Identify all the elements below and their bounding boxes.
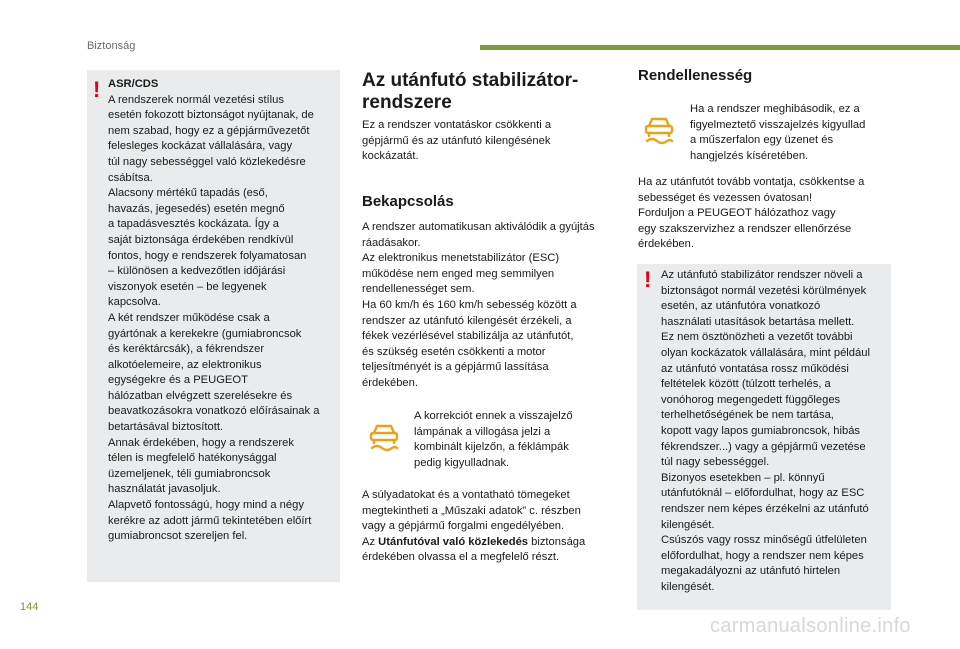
page-title — [362, 70, 622, 114]
warning-line: saját biztonsága érdekében rendkívül — [108, 233, 294, 246]
warning-line: üzemeljenek, téli gumiabroncsok — [108, 467, 271, 480]
text-line: vagy a gépjármű forgalmi engedélyében. — [362, 520, 565, 533]
warning-line: Alapvető fontosságú, hogy mind a négy — [108, 499, 304, 512]
warning-line: betartásával biztosított. — [108, 421, 224, 434]
warning-line: A rendszerek normál vezetési stílus — [108, 93, 284, 106]
text-line: ráadásakor. — [362, 236, 421, 249]
text-fragment: Az — [362, 535, 379, 548]
warning-line: – különösen a kedvezőtlen időjárási — [108, 265, 286, 278]
warning-line: Annak érdekében, hogy a rendszerek — [108, 436, 294, 449]
warning-line: fékrendszer...) vagy a gépjármű vezetése — [661, 440, 866, 453]
warning-line: kilengését. — [661, 518, 715, 531]
text-fragment: biztonsága — [528, 535, 586, 548]
text-line: fékek vezérlésével stabilizálja az utánfutót, — [362, 330, 574, 343]
text-line: gépjármű és az utánfutó kilengésének — [362, 134, 551, 147]
trailer-warning-text — [661, 268, 889, 595]
trailer-stability-warning-icon — [366, 418, 402, 452]
text-line: Forduljon a PEUGEOT hálózathoz vagy — [638, 207, 836, 220]
text-line: érdekében. — [362, 376, 418, 389]
warning-line: egységekre és a PEUGEOT — [108, 374, 248, 387]
warning-line: havazás, jegesedés) esetén megnő — [108, 202, 285, 215]
warning-line: kopott vagy lapos gumiabroncsok, hibás — [661, 424, 861, 437]
trailer-warning-box — [637, 264, 891, 610]
weight-paragraph — [362, 488, 624, 566]
text-line: működése nem enged meg semmilyen — [362, 267, 555, 280]
cross-reference-link[interactable]: Utánfutóval való közlekedés — [378, 535, 529, 548]
warning-line: rendszer nem képes érzékelni az utánfutó — [661, 502, 869, 515]
text-line: rendszer az utánfutó kilengését érzékeli, a — [362, 314, 572, 327]
asr-cds-warning-box — [87, 70, 340, 582]
asr-cds-warning-text — [108, 77, 340, 545]
lamp-note — [414, 409, 624, 471]
warning-line: olyan kockázatok vállalására, mint például — [661, 346, 870, 359]
exclamation-mark-icon: ! — [93, 77, 101, 102]
watermark: carmanualsonline.info — [710, 615, 911, 637]
advice-paragraph — [638, 175, 900, 253]
warning-line: Az utánfutó stabilizátor rendszer növeli a — [661, 269, 863, 281]
warning-line: kapcsolva. — [108, 296, 161, 309]
text-line: Ez a rendszer vontatáskor csökkenti a — [362, 119, 552, 131]
text-line: A súlyadatokat és a vontatható tömegeket — [362, 489, 570, 501]
warning-line: fontos, hogy e rendszerek folyamatosan — [108, 249, 307, 262]
warning-line: a tapadásvesztés kockázata. Így a — [108, 218, 280, 231]
text-line: megtekintheti a „Műszaki adatok” c. részben — [362, 504, 581, 517]
text-line: pedig kigyulladnak. — [414, 456, 510, 469]
activation-heading: Bekapcsolás — [362, 193, 454, 210]
warning-line: Alacsony mértékű tapadás (eső, — [108, 187, 268, 200]
text-line: rendellenességet sem. — [362, 283, 475, 296]
text-line — [362, 535, 624, 551]
text-line: A rendszer automatikusan aktiválódik a gyújtás — [362, 221, 595, 233]
page-number: 144 — [20, 601, 39, 613]
warning-line: felesleges kockázat vállalására, vagy — [108, 140, 293, 153]
warning-line: és keréktárcsák), a fékrendszer — [108, 343, 265, 356]
warning-line: kerékre az adott jármű tekintetében előírt — [108, 514, 312, 527]
text-line: sebességet és vezessen óvatosan! — [638, 191, 813, 204]
warning-line: gumiabroncsot szereljen fel. — [108, 530, 248, 543]
warning-line: télen is megfelelő hatékonysággal — [108, 452, 277, 465]
section-title: Biztonság — [87, 40, 136, 52]
warning-line: nem szabad, hogy ez a gépjárművezetőt — [108, 124, 310, 137]
text-line: kockázatát. — [362, 150, 419, 163]
header-accent-bar — [480, 45, 960, 50]
warning-line: Bizonyos esetekben – pl. könnyű — [661, 471, 825, 484]
warning-line: túl nagy sebességgel való közlekedésre — [108, 155, 306, 168]
text-line: A korrekciót ennek a visszajelző — [414, 410, 573, 422]
warning-line: A két rendszer működése csak a — [108, 311, 270, 324]
warning-line: viszonyok esetén – be legyenek — [108, 280, 267, 293]
text-line: hangjelzés kíséretében. — [690, 149, 809, 162]
warning-line: csábítsa. — [108, 171, 153, 184]
intro-paragraph — [362, 118, 624, 165]
text-line: teljesítményét is a gépjármű lassítása — [362, 361, 549, 374]
warning-line: utánfutóknál – előfordulhat, hogy az ESC — [661, 487, 865, 500]
warning-line: Ez nem ösztönözheti a vezetőt további — [661, 331, 853, 344]
warning-line: használati utasítások betartása mellett. — [661, 315, 855, 328]
exclamation-mark-icon: ! — [644, 267, 652, 292]
warning-line: terhelhetőségének be nem tartása, — [661, 409, 834, 422]
warning-line: Csúszós vagy rossz minőségű útfelületen — [661, 534, 867, 547]
activation-paragraph — [362, 220, 624, 392]
text-line: egy szakszervizhez a rendszer ellenőrzése — [638, 222, 852, 235]
text-line: Az elektronikus menetstabilizátor (ESC) — [362, 252, 560, 265]
warning-line: hálózatban elvégzett szerelésekre és — [108, 389, 293, 402]
text-line: Ha az utánfutót tovább vontatja, csökkentse a — [638, 176, 865, 188]
warning-title: ASR/CDS — [108, 78, 159, 90]
text-line: és szükség esetén csökkenti a motor — [362, 345, 546, 358]
fault-note — [690, 102, 905, 164]
fault-heading: Rendellenesség — [638, 67, 753, 84]
warning-line: feltételek között (túlzott terhelés, a — [661, 378, 831, 391]
warning-line: használatát javasoljuk. — [108, 483, 221, 496]
warning-line: biztonságot normál vezetési körülmények — [661, 284, 867, 297]
page-title-line: Az utánfutó stabilizátor- — [362, 70, 579, 91]
page-title-line: rendszere — [362, 92, 452, 113]
warning-line: kilengését. — [661, 580, 715, 593]
text-line: Ha 60 km/h és 160 km/h sebesség között a — [362, 298, 577, 311]
warning-line: alkotóelemeire, az elektronikus — [108, 358, 262, 371]
text-line: Ha a rendszer meghibásodik, ez a — [690, 103, 860, 115]
warning-line: beavatkozásokra vonatkozó előírásainak a — [108, 405, 320, 418]
text-line: figyelmeztető visszajelzés kigyullad — [690, 118, 866, 131]
text-line: a műszerfalon egy üzenet és — [690, 134, 834, 147]
warning-line: az utánfutó vontatása rossz működési — [661, 362, 849, 375]
text-line: érdekében olvassa el a megfelelő részt. — [362, 551, 560, 564]
text-line: lámpának a villogása jelzi a — [414, 425, 551, 438]
text-line: kombinált kijelzőn, a féklámpák — [414, 441, 569, 454]
warning-line: esetén fokozott biztonságot nyújtanak, de — [108, 109, 314, 122]
warning-line: előfordulhat, hogy a rendszer nem képes — [661, 549, 864, 562]
warning-line: gyártónak a kerekekre (gumiabroncsok — [108, 327, 302, 340]
warning-line: esetén, az utánfutóra vonatkozó — [661, 300, 821, 313]
warning-line: vonóhorog megengedett függőleges — [661, 393, 841, 406]
warning-line: megakadályozni az utánfutó hirtelen — [661, 565, 841, 578]
warning-line: túl nagy sebességgel. — [661, 456, 770, 469]
trailer-stability-warning-icon — [641, 111, 677, 145]
text-line: érdekében. — [638, 238, 694, 251]
